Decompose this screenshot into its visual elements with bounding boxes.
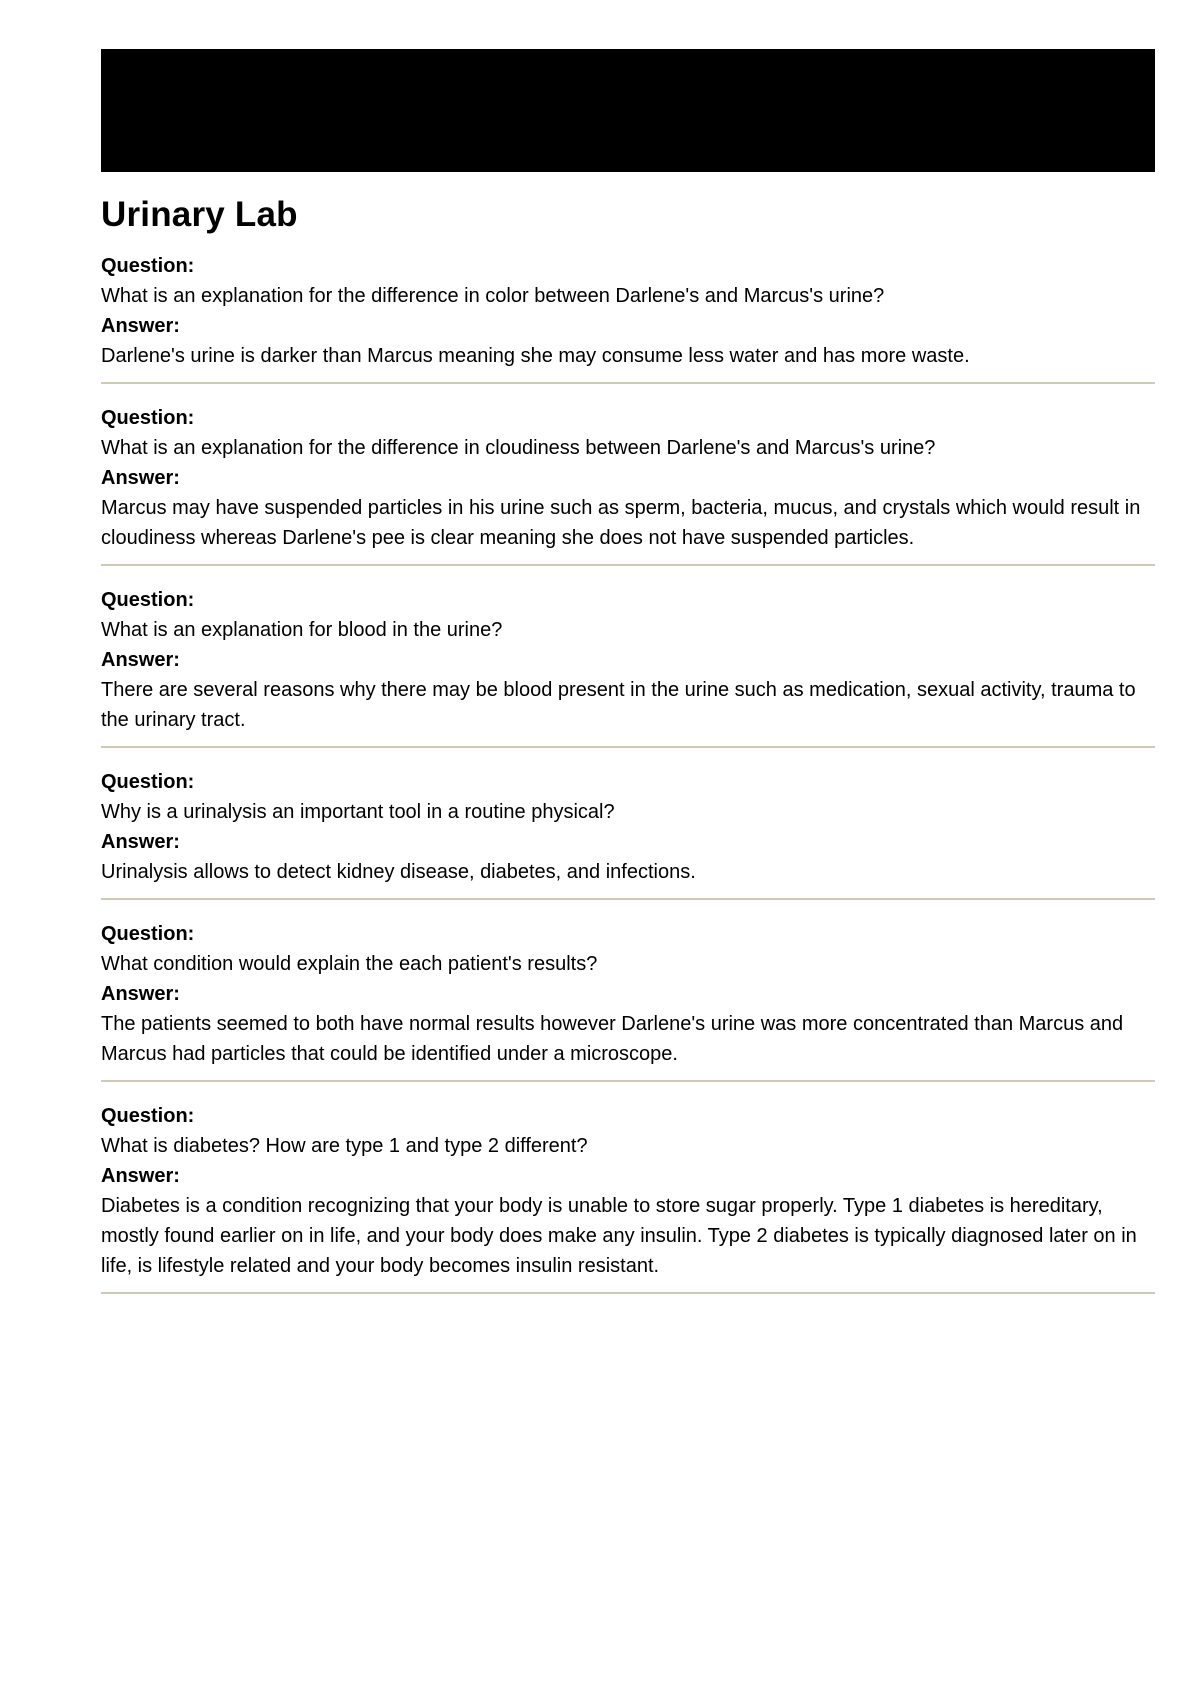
answer-text: Darlene's urine is darker than Marcus meaning she may consume less water and has more waste. bbox=[101, 345, 970, 367]
answer-label: Answer: bbox=[101, 831, 180, 853]
answer-text: Diabetes is a condition recognizing that your body is unable to store sugar properly. Type 1 diabetes is hereditary, mostly found earlier on in life, and your body does make any insulin. Type 2 diabetes is typically diagnosed later on in life, is lifestyle related and your body becomes insulin resistant. bbox=[101, 1195, 1137, 1277]
question-text: What condition would explain the each patient's results? bbox=[101, 953, 598, 975]
question-label: Question: bbox=[101, 407, 195, 429]
qa-item bbox=[101, 1101, 1155, 1294]
answer-text: There are several reasons why there may be blood present in the urine such as medication, sexual activity, trauma to the urinary tract. bbox=[101, 679, 1136, 731]
qa-item bbox=[101, 767, 1155, 900]
question-label: Question: bbox=[101, 1105, 195, 1127]
answer-label: Answer: bbox=[101, 1165, 180, 1187]
qa-list bbox=[101, 251, 1155, 1294]
answer-text: Urinalysis allows to detect kidney disease, diabetes, and infections. bbox=[101, 861, 696, 883]
qa-item bbox=[101, 403, 1155, 566]
answer-label: Answer: bbox=[101, 649, 180, 671]
question-text: What is diabetes? How are type 1 and type 2 different? bbox=[101, 1135, 588, 1157]
qa-item bbox=[101, 585, 1155, 748]
document-page bbox=[101, 49, 1155, 1313]
answer-label: Answer: bbox=[101, 983, 180, 1005]
answer-text: The patients seemed to both have normal results however Darlene's urine was more concentrated than Marcus and Marcus had particles that could be identified under a microscope. bbox=[101, 1013, 1124, 1065]
qa-item bbox=[101, 919, 1155, 1082]
answer-label: Answer: bbox=[101, 467, 180, 489]
question-text: What is an explanation for the difference in cloudiness between Darlene's and Marcus's urine? bbox=[101, 437, 936, 459]
question-text: Why is a urinalysis an important tool in a routine physical? bbox=[101, 801, 615, 823]
redacted-header-bar bbox=[101, 49, 1155, 172]
question-label: Question: bbox=[101, 255, 195, 277]
document-title: Urinary Lab bbox=[101, 195, 298, 234]
answer-text: Marcus may have suspended particles in his urine such as sperm, bacteria, mucus, and crystals which would result in cloudiness whereas Darlene's pee is clear meaning she does not have suspended particles. bbox=[101, 497, 1141, 549]
question-text: What is an explanation for the difference in color between Darlene's and Marcus's urine? bbox=[101, 285, 885, 307]
question-label: Question: bbox=[101, 589, 195, 611]
qa-item bbox=[101, 251, 1155, 384]
question-text: What is an explanation for blood in the urine? bbox=[101, 619, 503, 641]
answer-label: Answer: bbox=[101, 315, 180, 337]
question-label: Question: bbox=[101, 923, 195, 945]
question-label: Question: bbox=[101, 771, 195, 793]
